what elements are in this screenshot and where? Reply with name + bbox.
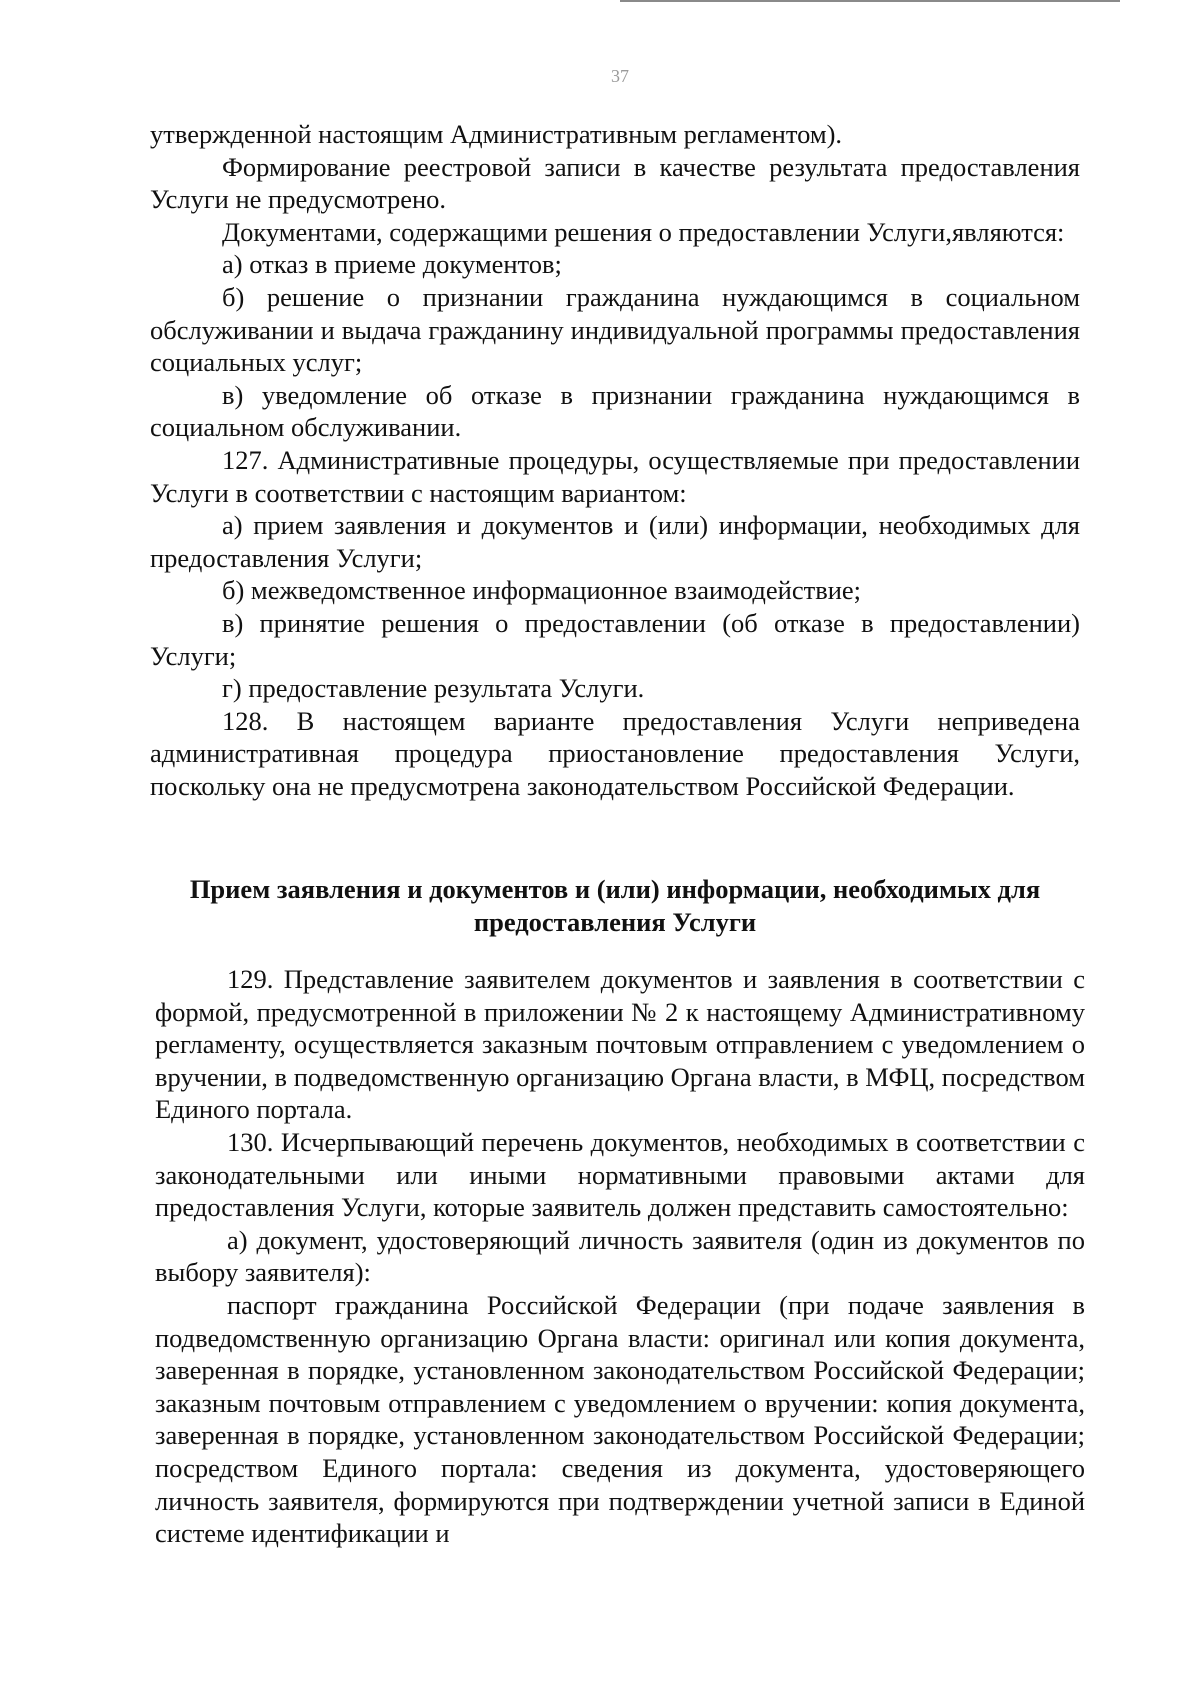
paragraph: утвержденной настоящим Административным регламентом). <box>150 119 843 149</box>
paragraph: паспорт гражданина Российской Федерации (при подаче заявления в подведомственную организацию Органа власти: оригинал или копия документа, заверенная в порядке, установленном законодательством Российской Федерации; заказным почтовым отправлением с уведомлением о вручении: копия документа, заверенная в порядке, установленном законодательством Российской Федерации; посредством Единого портала: сведения из документа, удостоверяющего личность заявителя, формируются при подтверждении учетной записи в Единой системе идентификации и <box>155 1289 1085 1549</box>
list-item: б) межведомственное информационное взаимодействие; <box>222 575 862 606</box>
numbered-clause: 127. Административные процедуры, осуществляемые при предоставлении Услуги в соответствии с настоящим вариантом: <box>150 444 1080 508</box>
list-item: б) решение о признании гражданина нуждающимся в социальном обслуживании и выдача гражданину индивидуальной программы предоставления социальных услуг; <box>150 281 1080 378</box>
document-body-top <box>150 118 1080 802</box>
list-item: в) уведомление об отказе в признании гражданина нуждающимся в социальном обслуживании. <box>150 379 1080 443</box>
numbered-clause: 130. Исчерпывающий перечень документов, необходимых в соответствии с законодательными или иными нормативными правовыми актами для предоставления Услуги, которые заявитель должен представить самостоятельно: <box>155 1126 1085 1223</box>
paragraph: Документами, содержащими решения о предоставлении Услуги,являются: <box>222 216 1065 247</box>
section-heading <box>150 873 1080 939</box>
list-item: а) документ, удостоверяющий личность заявителя (один из документов по выбору заявителя): <box>155 1224 1085 1288</box>
page-number: 37 <box>611 66 629 86</box>
paragraph: Формирование реестровой записи в качестве результата предоставления Услуги не предусмотрено. <box>150 151 1080 215</box>
list-item: а) отказ в приеме документов; <box>222 249 562 280</box>
section-heading-line: Прием заявления и документов и (или) информации, необходимых для <box>189 874 1041 904</box>
document-body-bottom <box>155 963 1085 1550</box>
numbered-clause: 128. В настоящем варианте предоставления Услуги неприведена административная процедура приостановление предоставления Услуги, поскольку она не предусмотрена законодательством Российской Федерации. <box>150 705 1080 801</box>
list-item: г) предоставление результата Услуги. <box>222 673 645 704</box>
section-heading-line: предоставления Услуги <box>473 907 757 937</box>
numbered-clause: 129. Представление заявителем документов и заявления в соответствии с формой, предусмотренной в приложении № 2 к настоящему Административному регламенту, осуществляется заказным почтовым отправлением с уведомлением о вручении, в подведомственную организацию Органа власти, в МФЦ, посредством Единого портала. <box>155 964 1085 1125</box>
scan-top-rule <box>620 0 1120 2</box>
list-item: а) прием заявления и документов и (или) информации, необходимых для предоставления Услуги; <box>150 510 1080 573</box>
list-item: в) принятие решения о предоставлении (об отказе в предоставлении) Услуги; <box>150 607 1080 671</box>
